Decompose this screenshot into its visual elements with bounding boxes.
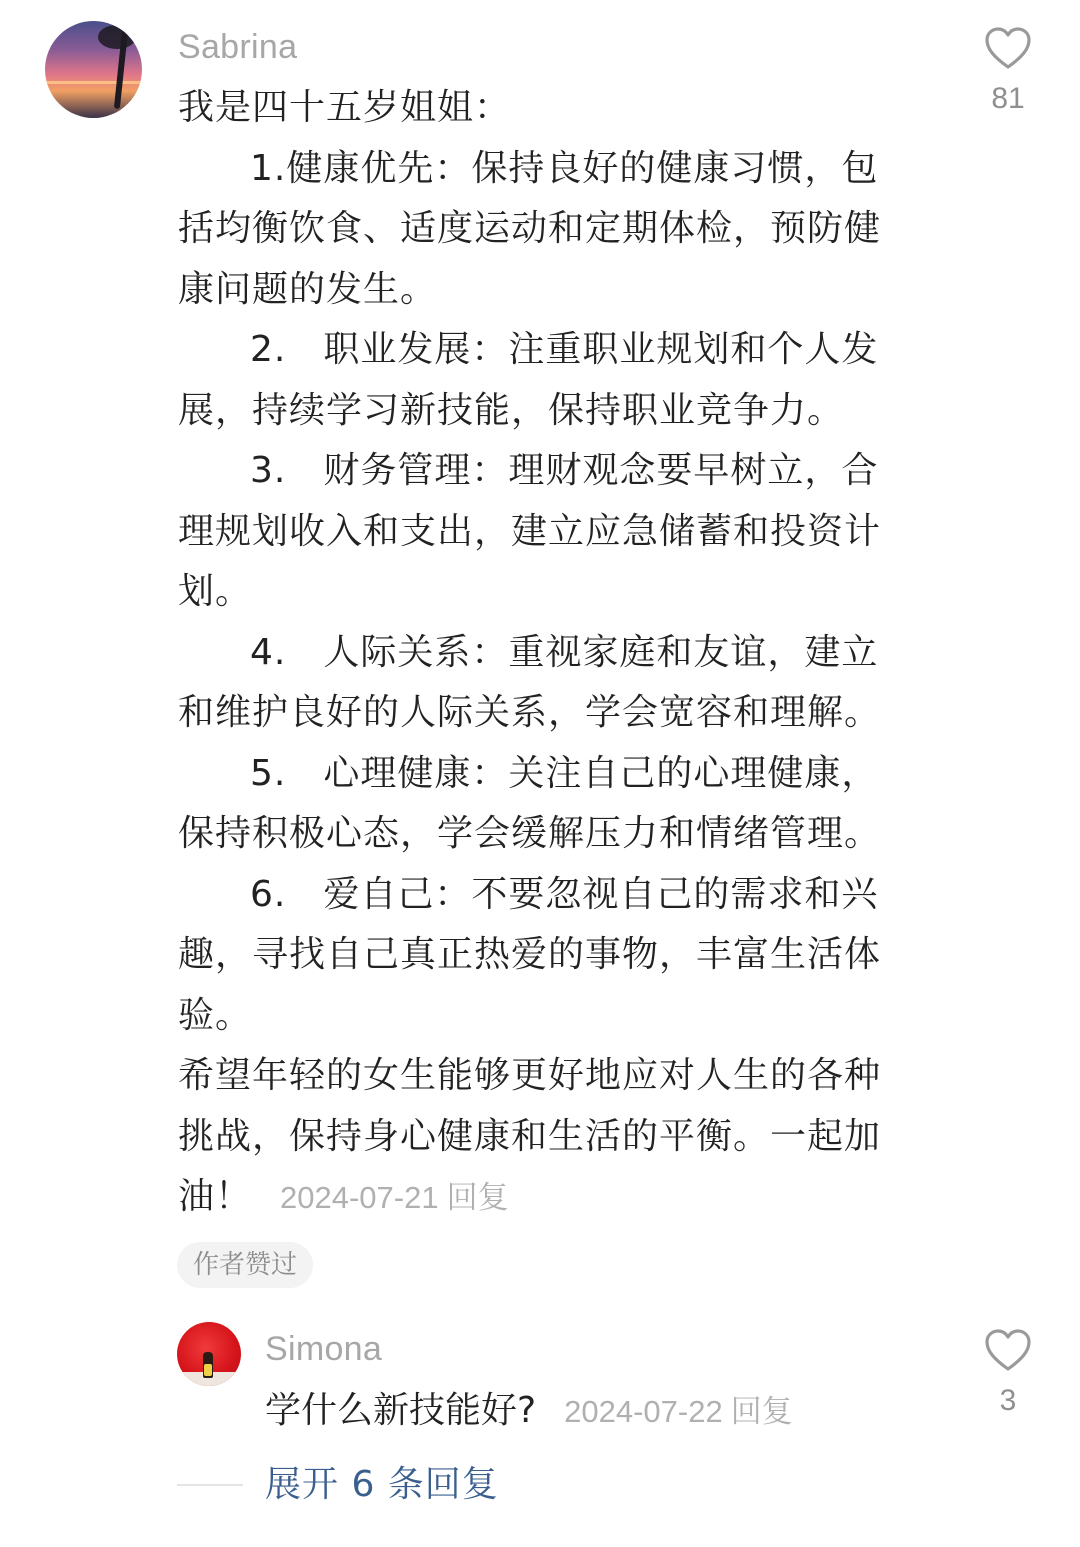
reply-meta: [536, 1394, 793, 1429]
comment-line: 3. 财务管理：理财观念要早树立，合: [250, 450, 879, 491]
comment-line: 希望年轻的女生能够更好地应对人生的各种: [178, 1055, 882, 1096]
reply-like-button[interactable]: [973, 1328, 1043, 1416]
reply-text: 学什么新技能好?: [265, 1390, 537, 1431]
comment-line: 趣，寻找自己真正热爱的事物，丰富生活体: [178, 934, 882, 975]
reply-reply-button[interactable]: 回复: [730, 1394, 793, 1429]
comment-line: 1.健康优先：保持良好的健康习惯，包: [250, 147, 879, 189]
comment-reply-button[interactable]: 回复: [446, 1180, 509, 1215]
comment-line: 理规划收入和支出，建立应急储蓄和投资计: [178, 510, 882, 552]
comment-meta: [252, 1180, 509, 1215]
comment-date: 2024-07-21: [280, 1180, 439, 1215]
expand-divider: [177, 1484, 243, 1486]
heart-outline-icon[interactable]: [984, 1328, 1032, 1372]
reply-body[interactable]: [265, 1384, 793, 1439]
comment-line: 展，持续学习新技能，保持职业竞争力。: [178, 389, 845, 431]
comment-username[interactable]: Sabrina: [178, 28, 298, 66]
author-liked-badge: 作者赞过: [177, 1242, 313, 1288]
reply-username[interactable]: Simona: [265, 1330, 383, 1368]
comment-body[interactable]: [178, 78, 928, 1229]
heart-outline-icon[interactable]: [984, 26, 1032, 70]
comment-line: 6. 爱自己：不要忽视自己的需求和兴: [250, 873, 879, 915]
avatar-palm-leaves: [98, 25, 136, 49]
avatar-figure: [203, 1352, 213, 1378]
expand-replies-button[interactable]: 展开 6 条回复: [265, 1464, 499, 1505]
comment-line: 4. 人际关系：重视家庭和友谊，建立: [250, 631, 879, 673]
comment-line: 验。: [178, 994, 253, 1036]
comment-line: 保持积极心态，学会缓解压力和情绪管理。: [178, 813, 882, 854]
avatar-horizon: [45, 81, 142, 84]
comment-line-text: 油！: [178, 1176, 253, 1217]
avatar-simona[interactable]: [177, 1322, 241, 1386]
reply-like-count: 3: [999, 1384, 1017, 1417]
comment-line: 划。: [178, 571, 253, 612]
avatar-sabrina[interactable]: [45, 21, 142, 118]
comment-line-last: [178, 1167, 928, 1229]
comment-line: 我是四十五岁姐姐：: [178, 87, 512, 128]
comment-line: 括均衡饮食、适度运动和定期体检，预防健: [178, 208, 882, 249]
reply-date: 2024-07-22: [564, 1394, 723, 1429]
comment-line: 5. 心理健康：关注自己的心理健康，: [250, 752, 879, 794]
comment-line: 康问题的发生。: [178, 268, 438, 310]
comment-line: 挑战，保持身心健康和生活的平衡。一起加: [178, 1115, 882, 1157]
comment-line: 2. 职业发展：注重职业规划和个人发: [250, 329, 879, 370]
comment-line: 和维护良好的人际关系，学会宽容和理解。: [178, 692, 882, 733]
comment-like-button[interactable]: [973, 26, 1043, 114]
comment-like-count: 81: [991, 82, 1025, 115]
